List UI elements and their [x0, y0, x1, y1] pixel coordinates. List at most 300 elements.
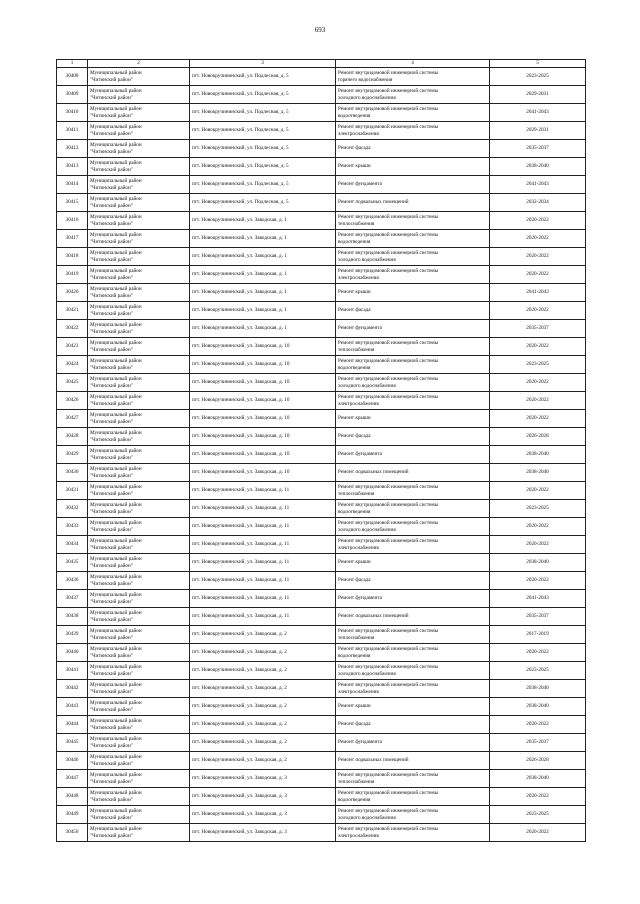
municipality-cell	[88, 284, 190, 302]
work-type-cell	[336, 626, 490, 644]
table-row	[57, 320, 586, 338]
row-number: 30422	[57, 320, 88, 338]
municipality-line: Муниципальный район	[90, 538, 142, 545]
table-header	[57, 60, 586, 68]
table-row	[57, 788, 586, 806]
work-type-line: электроснабжения	[338, 274, 379, 281]
municipality-cell	[88, 410, 190, 428]
municipality-line: Муниципальный район	[90, 322, 142, 329]
address-cell: пгт. Новокручининский, ул. Заводская, д. 1	[190, 284, 336, 302]
municipality-line: "Читинский район"	[90, 166, 133, 173]
address-cell: пгт. Новокручининский, ул. Подлесная, д. 5	[190, 176, 336, 194]
work-type-cell	[336, 374, 490, 392]
municipality-cell	[88, 770, 190, 788]
municipality-line: "Читинский район"	[90, 598, 133, 605]
municipality-cell	[88, 266, 190, 284]
table-row	[57, 770, 586, 788]
row-number: 30445	[57, 734, 88, 752]
work-type-cell	[336, 158, 490, 176]
address-cell: пгт. Новокручининский, ул. Подлесная, д. 5	[190, 194, 336, 212]
address-cell: пгт. Новокручининский, ул. Заводская, д. 2	[190, 626, 336, 644]
municipality-cell	[88, 212, 190, 230]
municipality-line: "Читинский район"	[90, 778, 133, 785]
work-type-line: Ремонт внутридомовой инженерной системы	[338, 250, 439, 257]
municipality-line: "Читинский район"	[90, 202, 133, 209]
municipality-line: "Читинский район"	[90, 688, 133, 695]
municipality-line: "Читинский район"	[90, 490, 133, 497]
municipality-cell	[88, 608, 190, 626]
address-cell: пгт. Новокручининский, ул. Заводская, д. 11	[190, 500, 336, 518]
address-cell: пгт. Новокручининский, ул. Заводская, д. 10	[190, 392, 336, 410]
work-type-line: теплоснабжения	[338, 220, 375, 227]
municipality-line: Муниципальный район	[90, 646, 142, 653]
work-type-line: Ремонт крыши	[338, 703, 371, 710]
municipality-line: "Читинский район"	[90, 418, 133, 425]
address-cell: пгт. Новокручининский, ул. Заводская, д. 2	[190, 644, 336, 662]
period-cell: 2038-2040	[490, 554, 586, 572]
municipality-line: Муниципальный район	[90, 70, 142, 77]
period-cell: 2032-2034	[490, 194, 586, 212]
municipality-cell	[88, 158, 190, 176]
period-cell: 2020-2022	[490, 536, 586, 554]
work-type-cell	[336, 554, 490, 572]
row-number: 30437	[57, 590, 88, 608]
row-number: 30448	[57, 788, 88, 806]
work-type-line: Ремонт внутридомовой инженерной системы	[338, 394, 439, 401]
period-cell: 2029-2031	[490, 122, 586, 140]
table-row	[57, 662, 586, 680]
row-number: 30440	[57, 644, 88, 662]
municipality-line: "Читинский район"	[90, 670, 133, 677]
period-cell: 2035-2037	[490, 734, 586, 752]
municipality-cell	[88, 734, 190, 752]
work-type-line: водоотведения	[338, 796, 371, 803]
work-type-line: Ремонт внутридомовой инженерной системы	[338, 214, 439, 221]
table-row	[57, 464, 586, 482]
municipality-line: Муниципальный район	[90, 808, 142, 815]
municipality-line: "Читинский район"	[90, 220, 133, 227]
municipality-cell	[88, 320, 190, 338]
work-type-line: Ремонт крыши	[338, 415, 371, 422]
work-type-cell	[336, 320, 490, 338]
table-row	[57, 266, 586, 284]
municipality-line: "Читинский район"	[90, 400, 133, 407]
work-type-cell	[336, 500, 490, 518]
municipality-line: Муниципальный район	[90, 718, 142, 725]
work-type-cell	[336, 572, 490, 590]
municipality-line: Муниципальный район	[90, 592, 142, 599]
municipality-line: Муниципальный район	[90, 394, 142, 401]
work-type-line: водоотведения	[338, 238, 371, 245]
municipality-line: "Читинский район"	[90, 562, 133, 569]
row-number: 30438	[57, 608, 88, 626]
row-number: 30423	[57, 338, 88, 356]
address-cell: пгт. Новокручининский, ул. Заводская, д. 1	[190, 266, 336, 284]
period-cell: 2023-2025	[490, 662, 586, 680]
table-body	[57, 68, 586, 842]
work-type-line: Ремонт внутридомовой инженерной системы	[338, 340, 439, 347]
work-type-line: Ремонт крыши	[338, 559, 371, 566]
table-row	[57, 824, 586, 842]
work-type-cell	[336, 662, 490, 680]
work-type-cell	[336, 752, 490, 770]
period-cell: 2020-2022	[490, 824, 586, 842]
work-type-cell	[336, 194, 490, 212]
work-type-line: электроснабжения	[338, 688, 379, 695]
municipality-cell	[88, 392, 190, 410]
municipality-cell	[88, 536, 190, 554]
address-cell: пгт. Новокручининский, ул. Заводская, д. 3	[190, 806, 336, 824]
municipality-line: Муниципальный район	[90, 268, 142, 275]
address-cell: пгт. Новокручининский, ул. Заводская, д. 11	[190, 554, 336, 572]
municipality-line: Муниципальный район	[90, 412, 142, 419]
address-cell: пгт. Новокручининский, ул. Подлесная, д. 5	[190, 140, 336, 158]
work-type-cell	[336, 356, 490, 374]
header-row	[57, 60, 586, 68]
table-row	[57, 680, 586, 698]
row-number: 30449	[57, 806, 88, 824]
address-cell: пгт. Новокручининский, ул. Заводская, д. 3	[190, 824, 336, 842]
table-row	[57, 446, 586, 464]
municipality-line: Муниципальный район	[90, 682, 142, 689]
table-row	[57, 500, 586, 518]
municipality-line: "Читинский район"	[90, 112, 133, 119]
address-cell: пгт. Новокручининский, ул. Заводская, д. 11	[190, 518, 336, 536]
municipality-line: Муниципальный район	[90, 736, 142, 743]
municipality-line: "Читинский район"	[90, 148, 133, 155]
address-cell: пгт. Новокручининский, ул. Заводская, д. 1	[190, 248, 336, 266]
municipality-line: Муниципальный район	[90, 106, 142, 113]
table-row	[57, 302, 586, 320]
municipality-cell	[88, 122, 190, 140]
municipality-cell	[88, 176, 190, 194]
municipality-line: "Читинский район"	[90, 238, 133, 245]
work-type-line: Ремонт внутридомовой инженерной системы	[338, 88, 439, 95]
municipality-line: Муниципальный район	[90, 466, 142, 473]
work-type-line: водоотведения	[338, 652, 371, 659]
work-type-line: Ремонт фасада	[338, 433, 371, 440]
period-cell: 2020-2022	[490, 482, 586, 500]
period-cell: 2026-2028	[490, 428, 586, 446]
work-type-line: холодного водоснабжения	[338, 382, 396, 389]
period-cell: 2020-2022	[490, 248, 586, 266]
work-type-line: Ремонт фундамента	[338, 181, 382, 188]
municipality-line: Муниципальный район	[90, 502, 142, 509]
table-row	[57, 284, 586, 302]
municipality-cell	[88, 824, 190, 842]
work-type-line: Ремонт фундамента	[338, 739, 382, 746]
period-cell: 2020-2022	[490, 788, 586, 806]
work-type-cell	[336, 464, 490, 482]
table-row	[57, 158, 586, 176]
work-type-line: Ремонт подвальных помещений	[338, 757, 409, 764]
municipality-line: "Читинский район"	[90, 832, 133, 839]
municipality-line: "Читинский район"	[90, 472, 133, 479]
work-type-line: Ремонт крыши	[338, 289, 371, 296]
row-number: 30446	[57, 752, 88, 770]
work-type-line: электроснабжения	[338, 832, 379, 839]
table-row	[57, 608, 586, 626]
address-cell: пгт. Новокручининский, ул. Заводская, д. 3	[190, 788, 336, 806]
row-number: 30409	[57, 86, 88, 104]
table-row	[57, 338, 586, 356]
row-number: 30450	[57, 824, 88, 842]
page-number: 693	[314, 26, 326, 34]
row-number: 30408	[57, 68, 88, 86]
municipality-cell	[88, 338, 190, 356]
row-number: 30426	[57, 392, 88, 410]
period-cell: 2023-2025	[490, 500, 586, 518]
municipality-line: "Читинский район"	[90, 652, 133, 659]
municipality-line: Муниципальный район	[90, 826, 142, 833]
municipality-line: "Читинский район"	[90, 796, 133, 803]
work-type-cell	[336, 212, 490, 230]
work-type-line: Ремонт внутридомовой инженерной системы	[338, 502, 439, 509]
table-row	[57, 356, 586, 374]
municipality-line: "Читинский район"	[90, 814, 133, 821]
municipality-line: "Читинский район"	[90, 184, 133, 191]
work-type-cell	[336, 698, 490, 716]
work-type-line: электроснабжения	[338, 544, 379, 551]
table-row	[57, 518, 586, 536]
table-row	[57, 194, 586, 212]
work-type-line: холодного водоснабжения	[338, 670, 396, 677]
municipality-line: Муниципальный район	[90, 232, 142, 239]
work-type-line: теплоснабжения	[338, 778, 375, 785]
work-type-line: водоотведения	[338, 508, 371, 515]
row-number: 30436	[57, 572, 88, 590]
municipality-cell	[88, 68, 190, 86]
work-type-line: Ремонт фундамента	[338, 451, 382, 458]
work-type-line: Ремонт внутридомовой инженерной системы	[338, 772, 439, 779]
address-cell: пгт. Новокручининский, ул. Заводская, д. 3	[190, 770, 336, 788]
address-cell: пгт. Новокручининский, ул. Подлесная, д. 5	[190, 68, 336, 86]
row-number: 30441	[57, 662, 88, 680]
work-type-line: теплоснабжения	[338, 490, 375, 497]
municipality-line: "Читинский район"	[90, 94, 133, 101]
table-row	[57, 572, 586, 590]
period-cell: 2038-2040	[490, 680, 586, 698]
municipality-cell	[88, 698, 190, 716]
address-cell: пгт. Новокручининский, ул. Заводская, д. 2	[190, 698, 336, 716]
period-cell: 2023-2025	[490, 806, 586, 824]
municipality-cell	[88, 554, 190, 572]
table-row	[57, 104, 586, 122]
period-cell: 2020-2022	[490, 392, 586, 410]
work-type-cell	[336, 824, 490, 842]
municipality-line: "Читинский район"	[90, 634, 133, 641]
municipality-cell	[88, 86, 190, 104]
municipality-line: "Читинский район"	[90, 454, 133, 461]
municipality-line: Муниципальный район	[90, 214, 142, 221]
row-number: 30430	[57, 464, 88, 482]
work-type-line: горячего водоснабжения	[338, 76, 393, 83]
municipality-line: "Читинский район"	[90, 760, 133, 767]
period-cell: 2026-2028	[490, 752, 586, 770]
work-type-cell	[336, 428, 490, 446]
municipality-line: "Читинский район"	[90, 508, 133, 515]
period-cell: 2020-2022	[490, 212, 586, 230]
table-row	[57, 140, 586, 158]
table-row	[57, 392, 586, 410]
municipality-cell	[88, 572, 190, 590]
municipality-line: Муниципальный район	[90, 340, 142, 347]
municipality-line: Муниципальный район	[90, 142, 142, 149]
work-type-line: Ремонт внутридомовой инженерной системы	[338, 106, 439, 113]
municipality-line: "Читинский район"	[90, 310, 133, 317]
period-cell: 2038-2040	[490, 158, 586, 176]
column-header-3: 3	[190, 60, 336, 68]
address-cell: пгт. Новокручининский, ул. Заводская, д. 11	[190, 482, 336, 500]
address-cell: пгт. Новокручининский, ул. Подлесная, д. 5	[190, 86, 336, 104]
work-type-cell	[336, 518, 490, 536]
work-type-line: холодного водоснабжения	[338, 814, 396, 821]
column-header-2: 2	[88, 60, 190, 68]
address-cell: пгт. Новокручининский, ул. Заводская, д. 2	[190, 716, 336, 734]
municipality-line: Муниципальный район	[90, 520, 142, 527]
work-type-cell	[336, 392, 490, 410]
municipality-cell	[88, 626, 190, 644]
address-cell: пгт. Новокручининский, ул. Заводская, д. 1	[190, 320, 336, 338]
work-type-cell	[336, 104, 490, 122]
row-number: 30411	[57, 122, 88, 140]
municipality-line: Муниципальный район	[90, 790, 142, 797]
address-cell: пгт. Новокручининский, ул. Подлесная, д. 5	[190, 122, 336, 140]
work-type-line: электроснабжения	[338, 130, 379, 137]
municipality-line: Муниципальный район	[90, 448, 142, 455]
table-row	[57, 734, 586, 752]
municipality-cell	[88, 446, 190, 464]
work-type-cell	[336, 644, 490, 662]
address-cell: пгт. Новокручининский, ул. Заводская, д. 11	[190, 536, 336, 554]
period-cell: 2029-2031	[490, 86, 586, 104]
period-cell: 2038-2040	[490, 770, 586, 788]
work-type-cell	[336, 140, 490, 158]
period-cell: 2038-2040	[490, 446, 586, 464]
work-type-cell	[336, 536, 490, 554]
table-row	[57, 230, 586, 248]
address-cell: пгт. Новокручининский, ул. Заводская, д. 2	[190, 680, 336, 698]
address-cell: пгт. Новокручининский, ул. Заводская, д. 2	[190, 734, 336, 752]
work-type-cell	[336, 266, 490, 284]
work-type-line: Ремонт внутридомовой инженерной системы	[338, 808, 439, 815]
work-type-line: Ремонт внутридомовой инженерной системы	[338, 484, 439, 491]
period-cell: 2020-2022	[490, 374, 586, 392]
work-type-line: Ремонт внутридомовой инженерной системы	[338, 232, 439, 239]
table-row	[57, 86, 586, 104]
work-type-line: теплоснабжения	[338, 634, 375, 641]
work-type-cell	[336, 410, 490, 428]
work-type-cell	[336, 734, 490, 752]
work-type-cell	[336, 590, 490, 608]
row-number: 30433	[57, 518, 88, 536]
row-number: 30418	[57, 248, 88, 266]
table-row	[57, 122, 586, 140]
table-row	[57, 212, 586, 230]
work-type-line: Ремонт внутридомовой инженерной системы	[338, 826, 439, 833]
municipality-line: "Читинский район"	[90, 274, 133, 281]
municipality-line: "Читинский район"	[90, 346, 133, 353]
column-header-4: 4	[336, 60, 490, 68]
address-cell: пгт. Новокручининский, ул. Заводская, д. 2	[190, 752, 336, 770]
period-cell: 2041-2043	[490, 284, 586, 302]
row-number: 30444	[57, 716, 88, 734]
work-type-line: Ремонт внутридомовой инженерной системы	[338, 268, 439, 275]
table-row	[57, 374, 586, 392]
work-type-line: Ремонт внутридомовой инженерной системы	[338, 124, 439, 131]
work-type-line: Ремонт внутридомовой инженерной системы	[338, 646, 439, 653]
municipality-line: Муниципальный район	[90, 664, 142, 671]
work-type-cell	[336, 122, 490, 140]
municipality-cell	[88, 374, 190, 392]
period-cell: 2035-2037	[490, 140, 586, 158]
municipality-cell	[88, 356, 190, 374]
work-type-line: электроснабжения	[338, 400, 379, 407]
work-type-cell	[336, 338, 490, 356]
municipality-line: Муниципальный район	[90, 610, 142, 617]
table-row	[57, 428, 586, 446]
work-type-cell	[336, 284, 490, 302]
municipality-line: "Читинский район"	[90, 436, 133, 443]
municipality-cell	[88, 464, 190, 482]
municipality-cell	[88, 194, 190, 212]
work-type-line: Ремонт внутридомовой инженерной системы	[338, 520, 439, 527]
municipality-cell	[88, 104, 190, 122]
period-cell: 2035-2037	[490, 320, 586, 338]
period-cell: 2020-2022	[490, 716, 586, 734]
municipality-line: Муниципальный район	[90, 754, 142, 761]
period-cell: 2020-2022	[490, 518, 586, 536]
row-number: 30435	[57, 554, 88, 572]
address-cell: пгт. Новокручининский, ул. Заводская, д. 1	[190, 302, 336, 320]
period-cell: 2020-2022	[490, 266, 586, 284]
address-cell: пгт. Новокручининский, ул. Подлесная, д. 5	[190, 104, 336, 122]
municipality-line: Муниципальный район	[90, 178, 142, 185]
table-row	[57, 644, 586, 662]
row-number: 30414	[57, 176, 88, 194]
municipality-cell	[88, 302, 190, 320]
address-cell: пгт. Новокручининский, ул. Заводская, д. 11	[190, 608, 336, 626]
address-cell: пгт. Новокручининский, ул. Заводская, д. 11	[190, 590, 336, 608]
work-type-cell	[336, 230, 490, 248]
municipality-line: Муниципальный район	[90, 430, 142, 437]
municipality-cell	[88, 590, 190, 608]
table-row	[57, 698, 586, 716]
row-number: 30417	[57, 230, 88, 248]
row-number: 30428	[57, 428, 88, 446]
municipality-cell	[88, 140, 190, 158]
address-cell: пгт. Новокручининский, ул. Заводская, д. 1	[190, 230, 336, 248]
work-type-cell	[336, 806, 490, 824]
work-type-line: Ремонт внутридомовой инженерной системы	[338, 538, 439, 545]
row-number: 30429	[57, 446, 88, 464]
address-cell: пгт. Новокручининский, ул. Заводская, д. 10	[190, 374, 336, 392]
municipality-line: "Читинский район"	[90, 580, 133, 587]
municipality-line: Муниципальный район	[90, 628, 142, 635]
period-cell: 2020-2022	[490, 338, 586, 356]
period-cell: 2020-2022	[490, 302, 586, 320]
municipality-cell	[88, 518, 190, 536]
work-type-cell	[336, 608, 490, 626]
row-number: 30434	[57, 536, 88, 554]
work-type-line: Ремонт фасада	[338, 145, 371, 152]
work-type-line: Ремонт внутридомовой инженерной системы	[338, 664, 439, 671]
work-type-line: Ремонт фасада	[338, 577, 371, 584]
municipality-line: Муниципальный район	[90, 124, 142, 131]
address-cell: пгт. Новокручининский, ул. Заводская, д. 10	[190, 428, 336, 446]
table-row	[57, 248, 586, 266]
address-cell: пгт. Новокручининский, ул. Заводская, д. 10	[190, 446, 336, 464]
